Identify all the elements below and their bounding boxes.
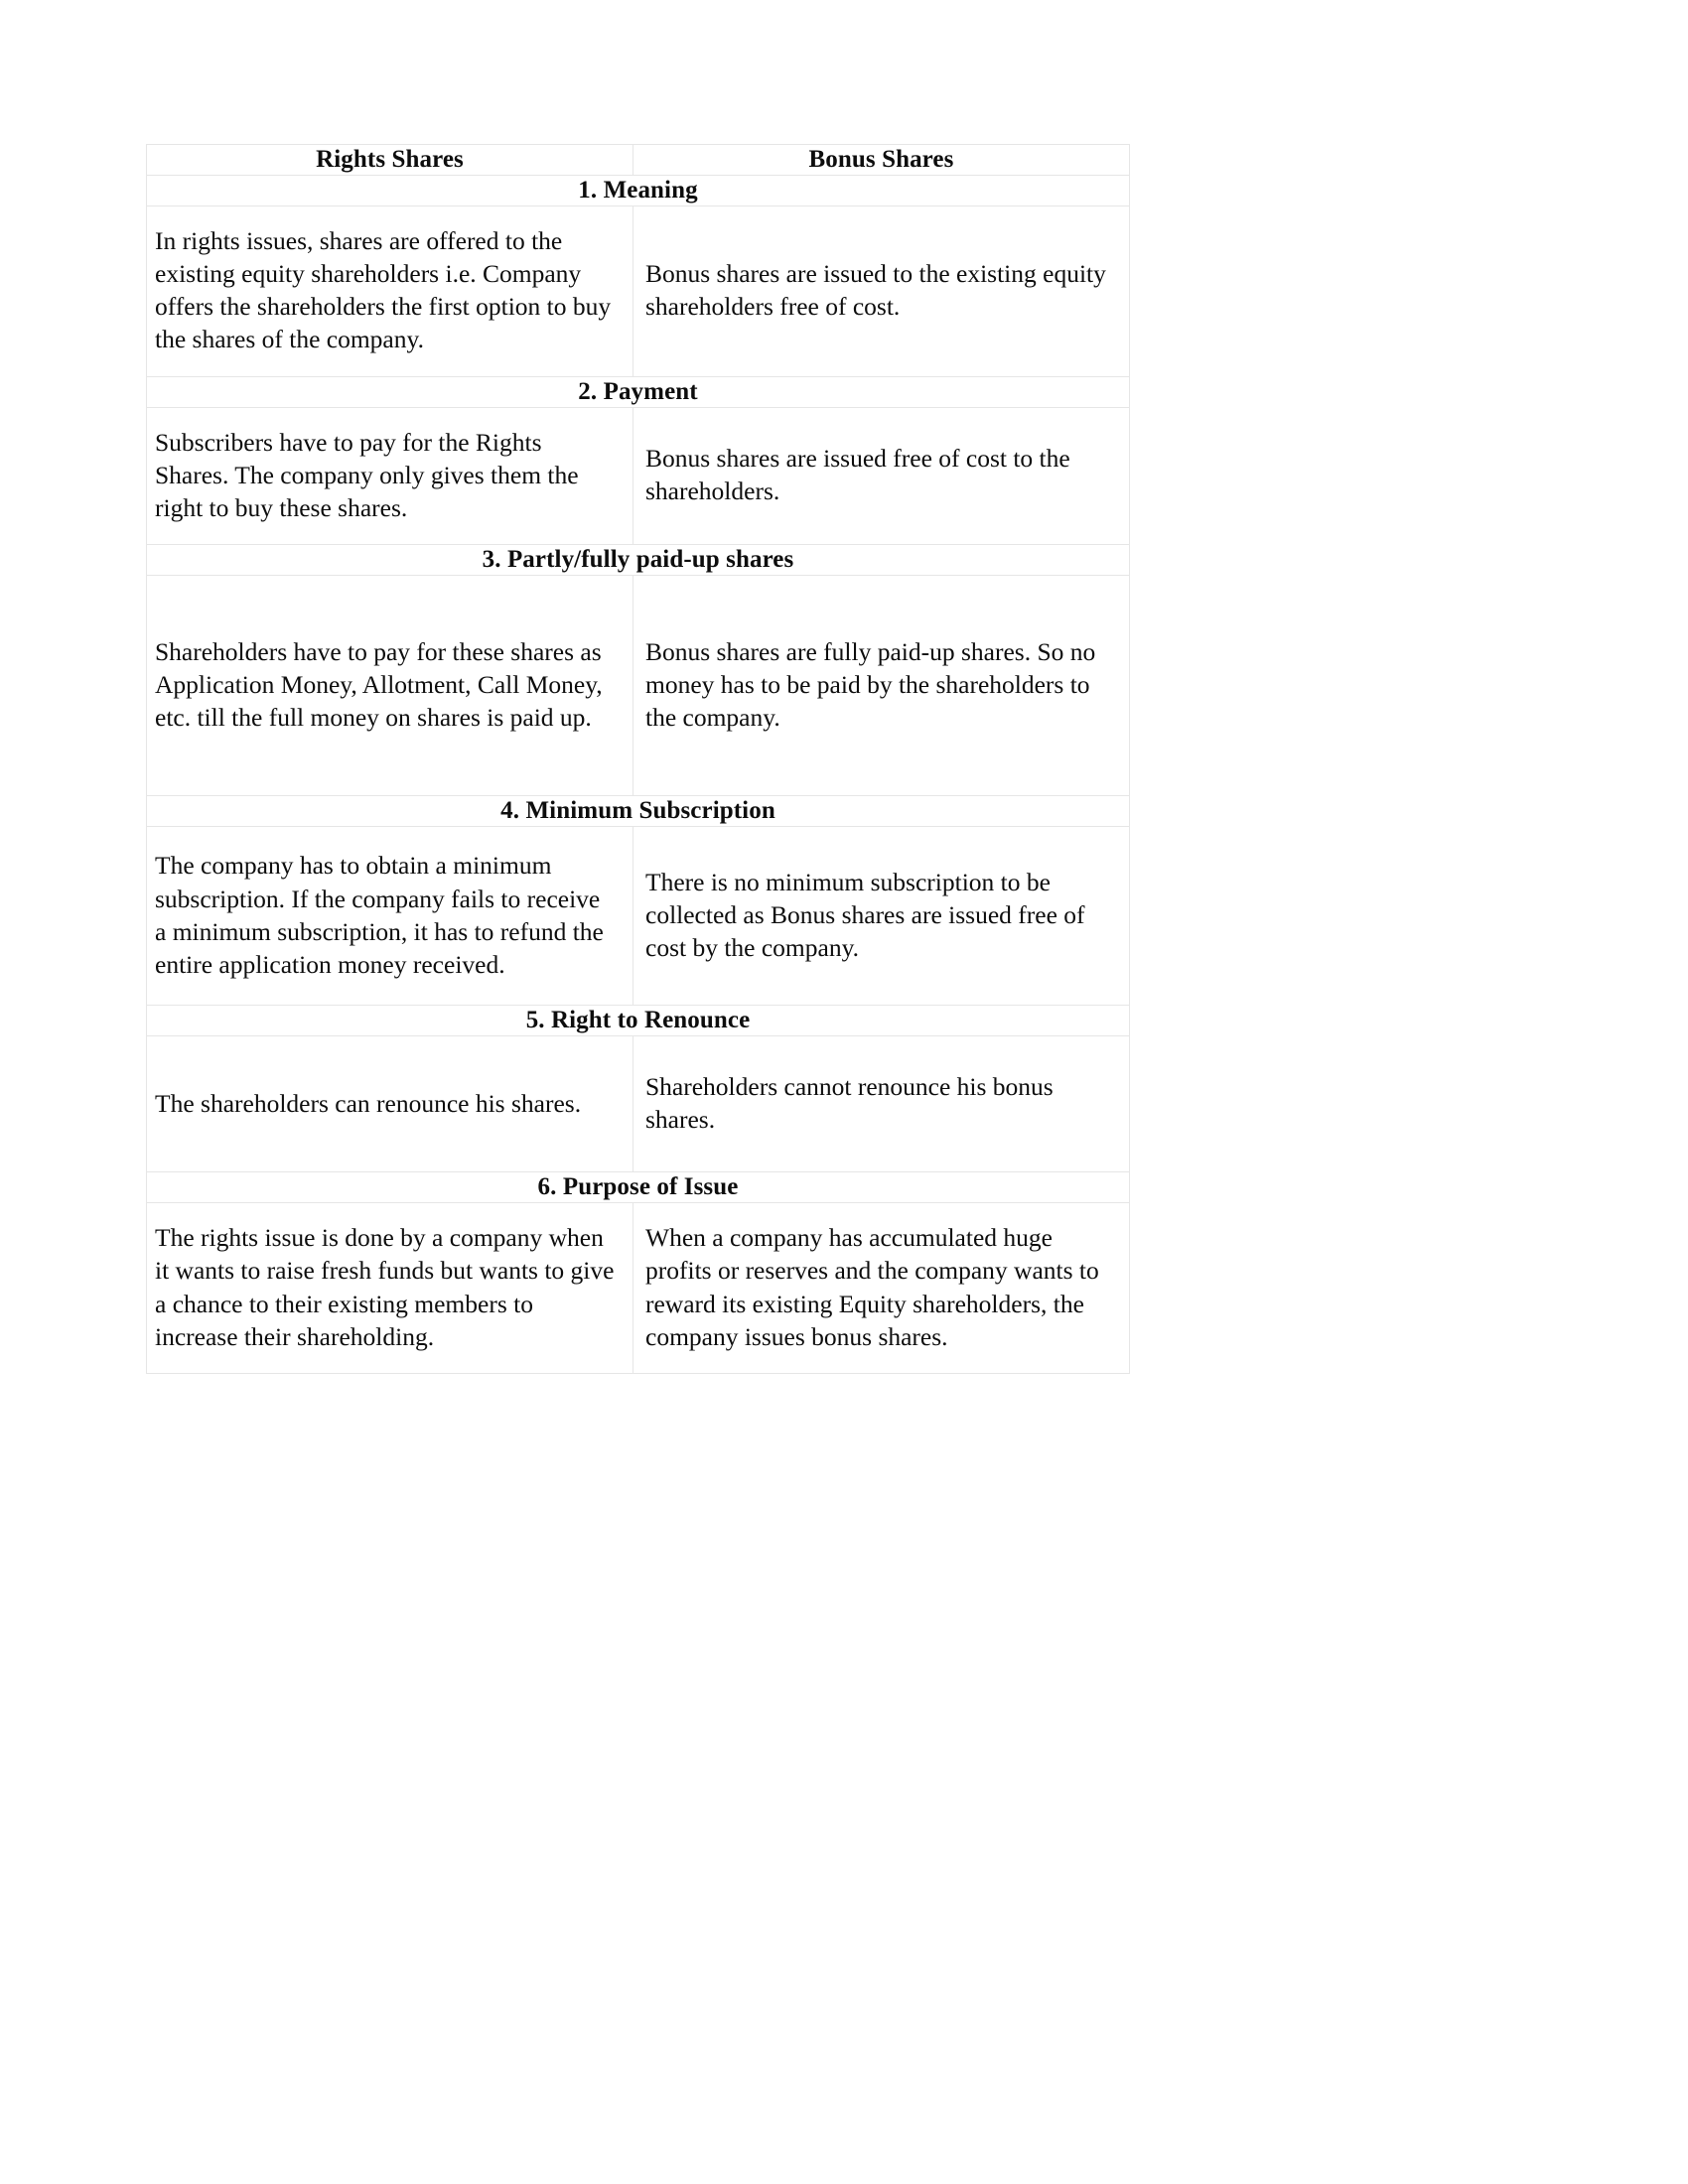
section-heading-payment: 2. Payment (147, 376, 1130, 407)
column-header-bonus-shares: Bonus Shares (633, 145, 1130, 176)
section-heading-row-3 (147, 544, 1130, 575)
section-heading-minimum-subscription: 4. Minimum Subscription (147, 796, 1130, 827)
section-content-row-3 (147, 575, 1130, 795)
section-content-row-1 (147, 206, 1130, 377)
rights-vs-bonus-shares-table (146, 144, 1130, 1374)
section-content-row-4 (147, 827, 1130, 1006)
section-heading-purpose-of-issue: 6. Purpose of Issue (147, 1172, 1130, 1203)
cell-rights-minimum-subscription: The company has to obtain a minimum subscription. If the company fails to receive a minimum subscription, it has to refund the entire application money received. (147, 827, 633, 1006)
cell-bonus-minimum-subscription: There is no minimum subscription to be collected as Bonus shares are issued free of cost by the company. (633, 827, 1130, 1006)
cell-bonus-paid-up: Bonus shares are fully paid-up shares. So no money has to be paid by the shareholders to the company. (633, 575, 1130, 795)
section-heading-row-1 (147, 176, 1130, 206)
section-content-row-5 (147, 1035, 1130, 1171)
section-content-row-2 (147, 407, 1130, 544)
cell-bonus-renounce: Shareholders cannot renounce his bonus shares. (633, 1035, 1130, 1171)
column-header-rights-shares: Rights Shares (147, 145, 633, 176)
section-heading-row-2 (147, 376, 1130, 407)
cell-rights-payment: Subscribers have to pay for the Rights Shares. The company only gives them the right to buy these shares. (147, 407, 633, 544)
section-heading-row-4 (147, 796, 1130, 827)
section-content-row-6 (147, 1203, 1130, 1374)
cell-rights-paid-up: Shareholders have to pay for these shares as Application Money, Allotment, Call Money, etc. till the full money on shares is paid up. (147, 575, 633, 795)
cell-bonus-payment: Bonus shares are issued free of cost to the shareholders. (633, 407, 1130, 544)
section-heading-row-5 (147, 1005, 1130, 1035)
section-heading-partly-fully-paid-up-shares: 3. Partly/fully paid-up shares (147, 544, 1130, 575)
cell-bonus-purpose: When a company has accumulated huge profits or reserves and the company wants to reward its existing Equity shareholders, the company issues bonus shares. (633, 1203, 1130, 1374)
cell-rights-meaning: In rights issues, shares are offered to the existing equity shareholders i.e. Company offers the shareholders the first option to buy the shares of the company. (147, 206, 633, 377)
section-heading-meaning: 1. Meaning (147, 176, 1130, 206)
cell-rights-renounce: The shareholders can renounce his shares. (147, 1035, 633, 1171)
table-header-row (147, 145, 1130, 176)
cell-rights-purpose: The rights issue is done by a company when it wants to raise fresh funds but wants to give a chance to their existing members to increase their shareholding. (147, 1203, 633, 1374)
section-heading-right-to-renounce: 5. Right to Renounce (147, 1005, 1130, 1035)
section-heading-row-6 (147, 1172, 1130, 1203)
cell-bonus-meaning: Bonus shares are issued to the existing equity shareholders free of cost. (633, 206, 1130, 377)
